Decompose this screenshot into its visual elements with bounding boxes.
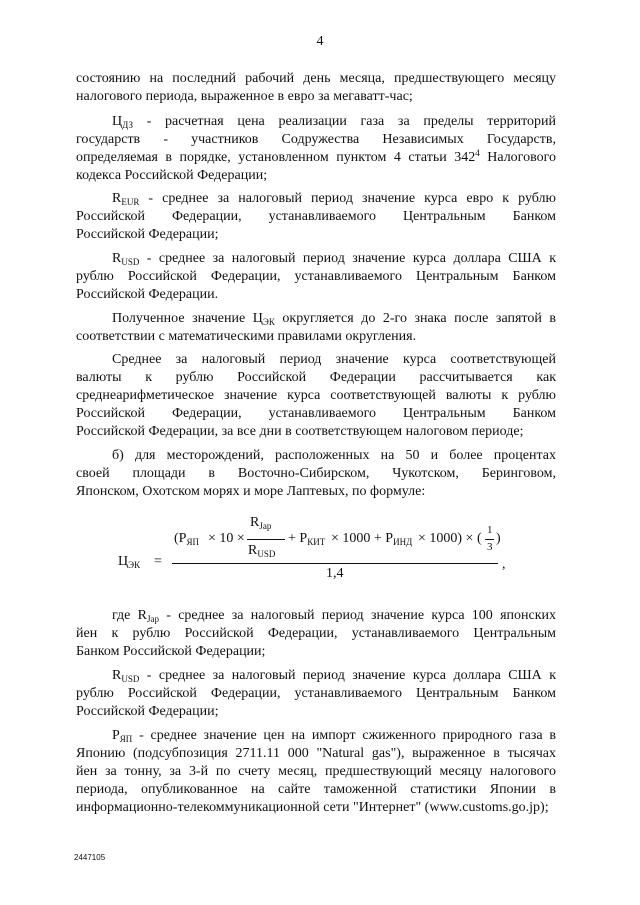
text-line: Полученное значение $Ц_{ЭК}$ округляется до 2-го знака после запятой в — [112, 311, 557, 327]
text-line: Российской Федерации, устанавливаемого Центральным Банком — [76, 406, 556, 421]
text-line: Среднее за налоговый период значение курса соответствующей — [112, 352, 556, 367]
text-line: йен за тонну, за 3-й по счету месяц, предшествующий месяцу налогового — [76, 764, 556, 779]
text-line: валюты к рублю Российской Федерации рассчитывается как — [76, 370, 556, 385]
formula-comma: , — [502, 557, 506, 572]
text-line: Японию (подсубпозиция 2711.11 000 "Natural gas"), выраженное в тысячах — [76, 746, 556, 761]
text-line: состоянию на последний рабочий день месяца, предшествующего месяцу — [76, 71, 556, 86]
text-line: Российской Федерации; — [76, 704, 219, 719]
formula-lhs: $Ц_{ЭК}$ — [118, 554, 141, 570]
text-line: $Р_{ЯП}$ - среднее значение цен на импорт сжиженного природного газа в — [112, 728, 557, 744]
formula-term: × 10 × — [208, 531, 245, 546]
text-line: рублю Российской Федерации, устанавливаемого Центральным Банком — [76, 686, 556, 701]
text-line: Банком Российской Федерации; — [76, 644, 266, 659]
main-fraction-bar — [172, 563, 498, 564]
formula-equals: = — [154, 554, 162, 569]
text-line: налогового периода, выраженное в евро за мегаватт-час; — [76, 89, 413, 104]
text-line: йен к рублю Российской Федерации, устанавливаемого Центральным — [76, 626, 556, 641]
inner-fraction-bar — [247, 539, 285, 540]
formula-term: $R_{Jap}$ — [250, 515, 272, 531]
third-fraction-bar — [485, 539, 494, 540]
formula-term: × 1000) × ( — [418, 531, 482, 546]
document-code: 2447105 — [74, 853, 106, 862]
text-line: б) для месторождений, расположенных на 50 и более процентах — [112, 448, 556, 463]
text-line: информационно-телекоммуникационной сети "Интернет" (www.customs.go.jp); — [76, 800, 549, 815]
formula-term: $R_{USD}$ — [248, 543, 276, 559]
text-line: Японском, Охотском морях и море Лаптевых, по формуле: — [76, 484, 426, 499]
text-line: $Ц_{ДЗ}$ - расчетная цена реализации газа за пределы территорий — [112, 114, 557, 130]
text-line: Российской Федерации, за все дни в соответствующем налоговом периоде; — [76, 424, 524, 439]
text-line: Российской Федерации; — [76, 227, 219, 242]
text-line: где $R_{Jap}$ - среднее за налоговый период значение курса 100 японских — [112, 608, 557, 624]
page-number: 4 — [316, 34, 324, 49]
text-line: государств - участников Содружества Независимых Государств, — [76, 132, 556, 147]
text-line: $R_{EUR}$ - среднее за налоговый период значение курса евро к рублю — [112, 191, 557, 207]
text-line: своей площади в Восточно-Сибирском, Чукотском, Беринговом, — [76, 466, 556, 481]
formula-term: ($Р_{ЯП}$ — [174, 531, 199, 547]
text-line: кодекса Российской Федерации; — [76, 168, 268, 183]
formula-term: ) — [496, 531, 501, 546]
formula-term: × $1000 + Р_{ИНД}$ — [331, 531, 413, 547]
text-line: $R_{USD}$ - среднее за налоговый период значение курса доллара США к — [112, 251, 557, 267]
text-line: периода, опубликованное на сайте таможенной статистики Японии в — [76, 782, 556, 797]
text-line: рублю Российской Федерации, устанавливаемого Центральным Банком — [76, 269, 556, 284]
text-line: Российской Федерации, устанавливаемого Центральным Банком — [76, 209, 556, 224]
formula-denominator: 1,4 — [326, 566, 344, 581]
formula-term: 3 — [487, 541, 493, 553]
text-line: $R_{USD}$ - среднее за налоговый период значение курса доллара США к — [112, 668, 557, 684]
text-line: среднеарифметическое значение курса соответствующей валюты к рублю — [76, 388, 556, 403]
formula-term: 1 — [487, 524, 493, 536]
text-line: определяемая в порядке, установленном пунктом 4 статьи $342^4$ Налогового — [76, 148, 556, 165]
text-line: Российской Федерации. — [76, 287, 219, 302]
text-line: соответствии с математическими правилами округления. — [76, 329, 417, 344]
formula-term: + $Р_{КИТ}$ — [288, 531, 326, 547]
